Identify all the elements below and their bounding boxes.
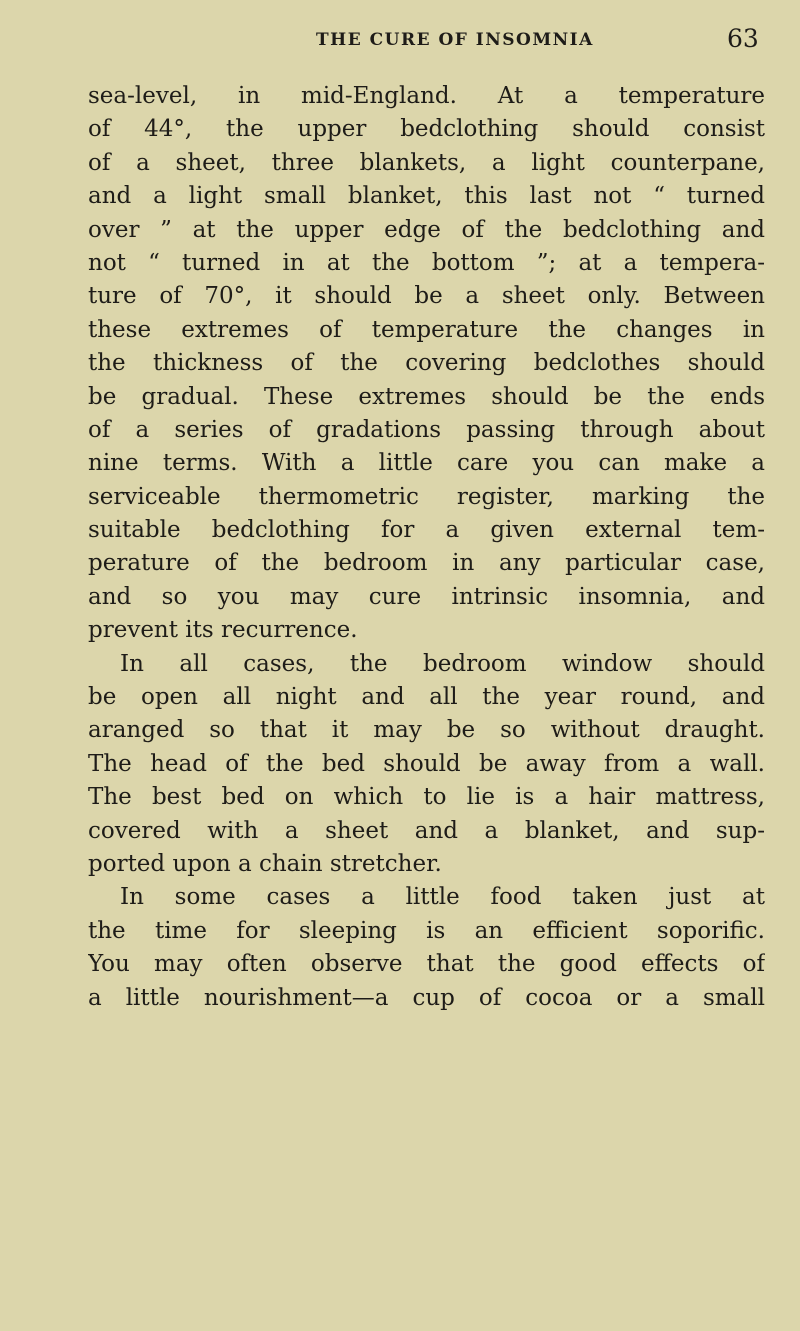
text-line: sea-level, in mid-England. At a temperature bbox=[88, 83, 765, 109]
text-line: be gradual. These extremes should be the ends bbox=[88, 383, 765, 410]
text-line: serviceable thermometric register, marking the bbox=[88, 483, 765, 510]
text-line: The best bed on which to lie is a hair mattress, bbox=[88, 784, 765, 811]
text-line: In some cases a little food taken just at bbox=[120, 884, 765, 911]
running-title: THE CURE OF INSOMNIA bbox=[316, 30, 594, 50]
text-line: perature of the bedroom in any particular case, bbox=[88, 550, 765, 577]
text-line: You may often observe that the good effects of bbox=[88, 951, 765, 978]
text-line: over ” at the upper edge of the bedclothing and bbox=[88, 216, 765, 243]
text-line: the time for sleeping is an efficient soporific. bbox=[88, 917, 765, 944]
text-line: of 44°, the upper bedclothing should consist bbox=[88, 116, 765, 143]
text-line: suitable bedclothing for a given external tem- bbox=[88, 517, 765, 544]
text-line: these extremes of temperature the changes in bbox=[88, 316, 765, 343]
text-line: and a light small blanket, this last not “ turned bbox=[88, 183, 765, 210]
text-line: and so you may cure intrinsic insomnia, and bbox=[88, 583, 765, 610]
text-line: In all cases, the bedroom window should bbox=[120, 650, 765, 677]
text-line: of a series of gradations passing through about bbox=[88, 416, 765, 443]
text-line: a little nourishment—a cup of cocoa or a small bbox=[88, 984, 765, 1011]
text-line: not “ turned in at the bottom ”; at a tempera- bbox=[88, 249, 765, 276]
body-text bbox=[88, 80, 765, 1015]
text-line: ported upon a chain stretcher. bbox=[88, 850, 442, 877]
text-line: the thickness of the covering bedclothes should bbox=[88, 350, 765, 377]
text-line: covered with a sheet and a blanket, and sup- bbox=[88, 817, 765, 844]
text-line: be open all night and all the year round, and bbox=[88, 684, 765, 711]
text-line: The head of the bed should be away from a wall. bbox=[88, 750, 765, 777]
text-line: ture of 70°, it should be a sheet only. Between bbox=[88, 283, 765, 310]
text-line: aranged so that it may be so without draught. bbox=[88, 717, 765, 744]
text-line: prevent its recurrence. bbox=[88, 617, 358, 644]
text-line: of a sheet, three blankets, a light counterpane, bbox=[88, 149, 765, 176]
text-line: nine terms. With a little care you can make a bbox=[88, 450, 765, 477]
page-number: 63 bbox=[727, 24, 759, 53]
